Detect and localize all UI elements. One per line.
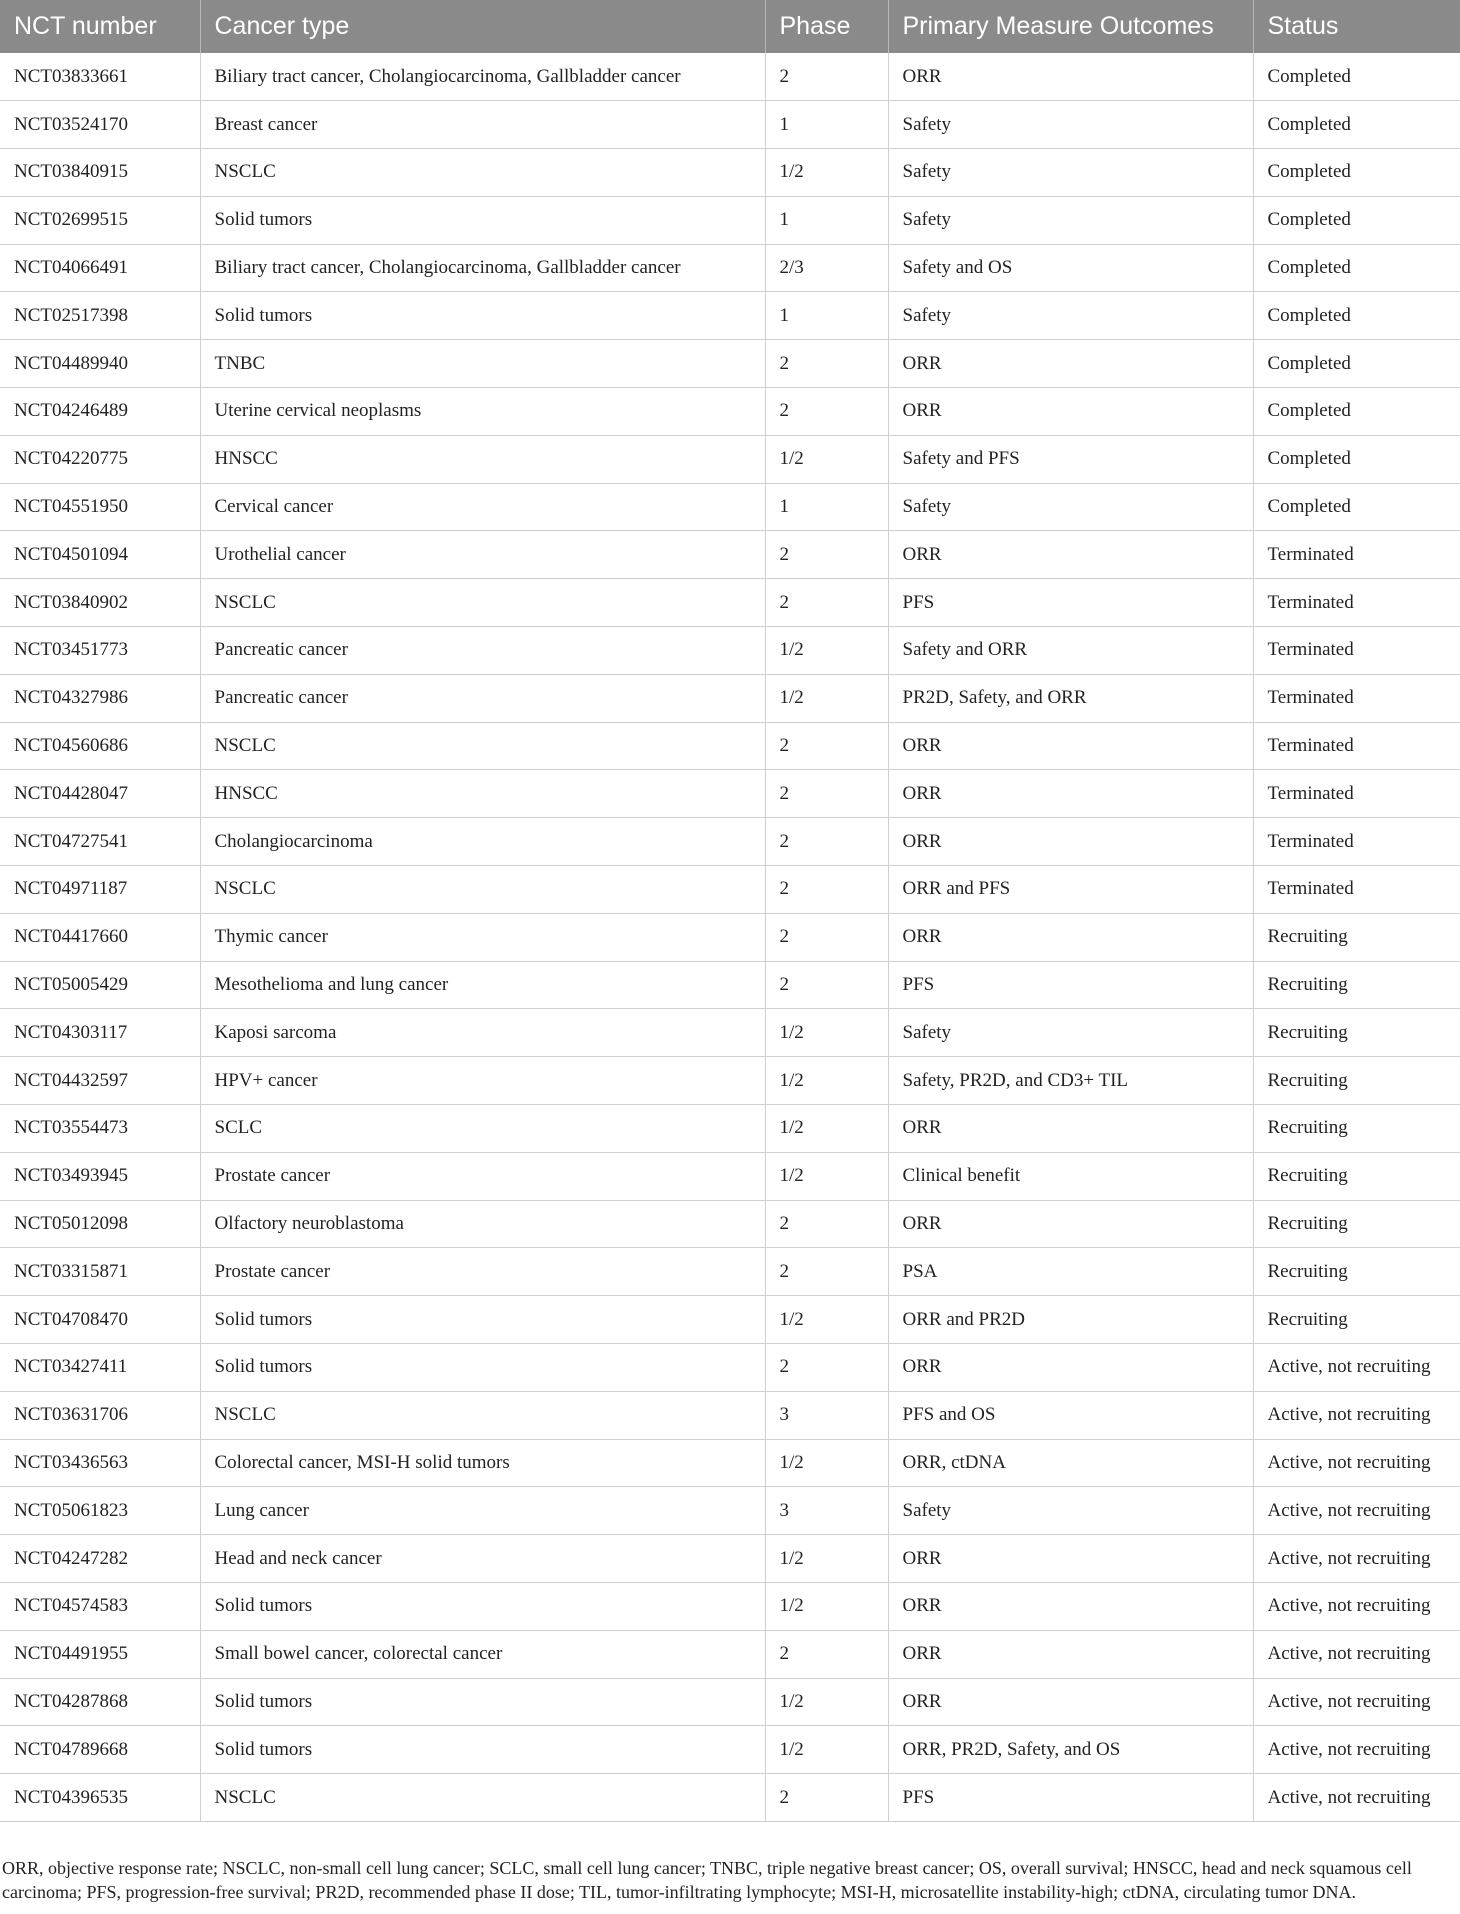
table-row <box>0 722 1460 770</box>
cell-status: Completed <box>1253 244 1460 292</box>
cell-phase: 1 <box>765 196 888 244</box>
cell-phase: 1/2 <box>765 627 888 675</box>
cell-cancer-type: Lung cancer <box>200 1487 765 1535</box>
cell-nct-number: NCT03436563 <box>0 1439 200 1487</box>
table-row <box>0 1535 1460 1583</box>
cell-status: Recruiting <box>1253 1296 1460 1344</box>
cell-primary-outcome: Safety <box>888 101 1253 149</box>
cell-nct-number: NCT03631706 <box>0 1391 200 1439</box>
cell-status: Active, not recruiting <box>1253 1630 1460 1678</box>
cell-cancer-type: Prostate cancer <box>200 1152 765 1200</box>
cell-nct-number: NCT04247282 <box>0 1535 200 1583</box>
cell-nct-number: NCT04574583 <box>0 1583 200 1631</box>
table-row <box>0 913 1460 961</box>
cell-status: Terminated <box>1253 770 1460 818</box>
cell-status: Recruiting <box>1253 961 1460 1009</box>
header-nct-number: NCT number <box>0 0 200 53</box>
cell-phase: 2 <box>765 818 888 866</box>
cell-status: Terminated <box>1253 866 1460 914</box>
cell-status: Terminated <box>1253 818 1460 866</box>
cell-cancer-type: Breast cancer <box>200 101 765 149</box>
cell-primary-outcome: ORR <box>888 531 1253 579</box>
cell-primary-outcome: ORR <box>888 1105 1253 1153</box>
cell-primary-outcome: ORR <box>888 53 1253 101</box>
cell-cancer-type: Cholangiocarcinoma <box>200 818 765 866</box>
cell-nct-number: NCT05005429 <box>0 961 200 1009</box>
cell-phase: 2 <box>765 1248 888 1296</box>
cell-cancer-type: Biliary tract cancer, Cholangiocarcinoma, Gallbladder cancer <box>200 244 765 292</box>
cell-status: Completed <box>1253 483 1460 531</box>
cell-primary-outcome: Safety, PR2D, and CD3+ TIL <box>888 1057 1253 1105</box>
cell-phase: 1/2 <box>765 1296 888 1344</box>
cell-status: Active, not recruiting <box>1253 1774 1460 1822</box>
cell-phase: 2 <box>765 722 888 770</box>
cell-primary-outcome: Safety <box>888 1009 1253 1057</box>
cell-primary-outcome: Safety and PFS <box>888 435 1253 483</box>
cell-status: Terminated <box>1253 722 1460 770</box>
table-row <box>0 1057 1460 1105</box>
table-row <box>0 818 1460 866</box>
cell-phase: 2 <box>765 866 888 914</box>
cell-primary-outcome: ORR <box>888 1200 1253 1248</box>
cell-nct-number: NCT04491955 <box>0 1630 200 1678</box>
cell-phase: 1/2 <box>765 1152 888 1200</box>
cell-phase: 2 <box>765 53 888 101</box>
cell-phase: 2 <box>765 770 888 818</box>
cell-primary-outcome: Safety <box>888 196 1253 244</box>
cell-primary-outcome: Safety <box>888 483 1253 531</box>
cell-cancer-type: NSCLC <box>200 866 765 914</box>
cell-status: Recruiting <box>1253 1200 1460 1248</box>
cell-nct-number: NCT04432597 <box>0 1057 200 1105</box>
cell-nct-number: NCT02699515 <box>0 196 200 244</box>
cell-cancer-type: Urothelial cancer <box>200 531 765 579</box>
table-row <box>0 1152 1460 1200</box>
cell-primary-outcome: ORR <box>888 913 1253 961</box>
table-footnote: ORR, objective response rate; NSCLC, non-small cell lung cancer; SCLC, small cell lung cancer; TNBC, triple negative breast cancer; OS, overall survival; HNSCC, head and neck squamous cell carcinoma; PFS, progression-free survival; PR2D, recommended phase II dose; TIL, tumor-infiltrating lymphocyte; MSI-H, microsatellite instability-high; ctDNA, circulating tumor DNA. <box>2 1858 1412 1902</box>
cell-phase: 1/2 <box>765 1105 888 1153</box>
cell-phase: 1/2 <box>765 1583 888 1631</box>
cell-status: Terminated <box>1253 531 1460 579</box>
cell-primary-outcome: ORR and PFS <box>888 866 1253 914</box>
cell-primary-outcome: ORR <box>888 1678 1253 1726</box>
header-row <box>0 0 1460 53</box>
cell-cancer-type: Uterine cervical neoplasms <box>200 388 765 436</box>
cell-cancer-type: NSCLC <box>200 1774 765 1822</box>
cell-primary-outcome: Clinical benefit <box>888 1152 1253 1200</box>
table-row <box>0 244 1460 292</box>
cell-status: Recruiting <box>1253 1105 1460 1153</box>
cell-status: Active, not recruiting <box>1253 1535 1460 1583</box>
cell-primary-outcome: ORR <box>888 1583 1253 1631</box>
cell-phase: 2 <box>765 388 888 436</box>
cell-status: Active, not recruiting <box>1253 1583 1460 1631</box>
table-row <box>0 149 1460 197</box>
cell-primary-outcome: ORR <box>888 388 1253 436</box>
cell-cancer-type: Pancreatic cancer <box>200 627 765 675</box>
cell-nct-number: NCT03451773 <box>0 627 200 675</box>
cell-nct-number: NCT04708470 <box>0 1296 200 1344</box>
cell-cancer-type: NSCLC <box>200 149 765 197</box>
cell-cancer-type: HPV+ cancer <box>200 1057 765 1105</box>
cell-status: Recruiting <box>1253 1152 1460 1200</box>
cell-status: Active, not recruiting <box>1253 1439 1460 1487</box>
cell-phase: 1/2 <box>765 1678 888 1726</box>
cell-nct-number: NCT05012098 <box>0 1200 200 1248</box>
cell-nct-number: NCT03524170 <box>0 101 200 149</box>
cell-primary-outcome: ORR <box>888 340 1253 388</box>
cell-status: Recruiting <box>1253 1248 1460 1296</box>
cell-primary-outcome: PFS <box>888 961 1253 1009</box>
cell-status: Completed <box>1253 149 1460 197</box>
cell-phase: 1/2 <box>765 1057 888 1105</box>
cell-cancer-type: Solid tumors <box>200 1726 765 1774</box>
cell-cancer-type: Solid tumors <box>200 1583 765 1631</box>
table-row <box>0 196 1460 244</box>
cell-cancer-type: Pancreatic cancer <box>200 674 765 722</box>
cell-phase: 1/2 <box>765 1726 888 1774</box>
cell-nct-number: NCT02517398 <box>0 292 200 340</box>
cell-status: Recruiting <box>1253 1009 1460 1057</box>
cell-status: Completed <box>1253 435 1460 483</box>
cell-primary-outcome: PSA <box>888 1248 1253 1296</box>
cell-phase: 1/2 <box>765 674 888 722</box>
cell-status: Completed <box>1253 101 1460 149</box>
cell-status: Completed <box>1253 340 1460 388</box>
header-phase: Phase <box>765 0 888 53</box>
cell-cancer-type: NSCLC <box>200 1391 765 1439</box>
cell-cancer-type: Kaposi sarcoma <box>200 1009 765 1057</box>
table-row <box>0 1105 1460 1153</box>
table-row <box>0 53 1460 101</box>
cell-phase: 2 <box>765 1344 888 1392</box>
cell-nct-number: NCT04501094 <box>0 531 200 579</box>
table-row <box>0 866 1460 914</box>
cell-phase: 3 <box>765 1391 888 1439</box>
table-row <box>0 1726 1460 1774</box>
cell-primary-outcome: ORR <box>888 770 1253 818</box>
cell-primary-outcome: Safety and OS <box>888 244 1253 292</box>
cell-status: Active, not recruiting <box>1253 1726 1460 1774</box>
cell-nct-number: NCT04551950 <box>0 483 200 531</box>
cell-primary-outcome: ORR <box>888 1535 1253 1583</box>
cell-primary-outcome: PFS <box>888 1774 1253 1822</box>
cell-primary-outcome: ORR, PR2D, Safety, and OS <box>888 1726 1253 1774</box>
cell-nct-number: NCT04246489 <box>0 388 200 436</box>
table-row <box>0 1200 1460 1248</box>
cell-primary-outcome: PR2D, Safety, and ORR <box>888 674 1253 722</box>
cell-nct-number: NCT04971187 <box>0 866 200 914</box>
table-row <box>0 435 1460 483</box>
cell-nct-number: NCT03840902 <box>0 579 200 627</box>
cell-cancer-type: Solid tumors <box>200 1678 765 1726</box>
cell-phase: 2 <box>765 913 888 961</box>
cell-phase: 2 <box>765 1200 888 1248</box>
cell-nct-number: NCT04396535 <box>0 1774 200 1822</box>
table-row <box>0 483 1460 531</box>
cell-cancer-type: Solid tumors <box>200 1296 765 1344</box>
cell-cancer-type: Mesothelioma and lung cancer <box>200 961 765 1009</box>
cell-cancer-type: TNBC <box>200 340 765 388</box>
table-header <box>0 0 1460 53</box>
table-row <box>0 674 1460 722</box>
cell-phase: 1/2 <box>765 1009 888 1057</box>
table-row <box>0 531 1460 579</box>
cell-primary-outcome: Safety <box>888 149 1253 197</box>
cell-cancer-type: Head and neck cancer <box>200 1535 765 1583</box>
table-row <box>0 770 1460 818</box>
cell-cancer-type: Thymic cancer <box>200 913 765 961</box>
cell-nct-number: NCT04489940 <box>0 340 200 388</box>
cell-cancer-type: Colorectal cancer, MSI-H solid tumors <box>200 1439 765 1487</box>
header-status: Status <box>1253 0 1460 53</box>
cell-status: Active, not recruiting <box>1253 1487 1460 1535</box>
table-row <box>0 1439 1460 1487</box>
cell-status: Terminated <box>1253 674 1460 722</box>
cell-nct-number: NCT03315871 <box>0 1248 200 1296</box>
cell-cancer-type: NSCLC <box>200 722 765 770</box>
table-row <box>0 961 1460 1009</box>
cell-phase: 1/2 <box>765 1439 888 1487</box>
cell-phase: 1 <box>765 292 888 340</box>
header-primary-measure-outcomes: Primary Measure Outcomes <box>888 0 1253 53</box>
cell-cancer-type: Solid tumors <box>200 196 765 244</box>
cell-status: Completed <box>1253 292 1460 340</box>
cell-primary-outcome: ORR <box>888 722 1253 770</box>
table-row <box>0 340 1460 388</box>
cell-phase: 2 <box>765 961 888 1009</box>
cell-phase: 2/3 <box>765 244 888 292</box>
cell-cancer-type: Cervical cancer <box>200 483 765 531</box>
cell-nct-number: NCT04560686 <box>0 722 200 770</box>
cell-status: Recruiting <box>1253 913 1460 961</box>
cell-nct-number: NCT04789668 <box>0 1726 200 1774</box>
table-row <box>0 1296 1460 1344</box>
table-row <box>0 1583 1460 1631</box>
cell-status: Active, not recruiting <box>1253 1344 1460 1392</box>
cell-cancer-type: Olfactory neuroblastoma <box>200 1200 765 1248</box>
cell-primary-outcome: ORR and PR2D <box>888 1296 1253 1344</box>
cell-nct-number: NCT04287868 <box>0 1678 200 1726</box>
cell-cancer-type: Biliary tract cancer, Cholangiocarcinoma, Gallbladder cancer <box>200 53 765 101</box>
cell-status: Completed <box>1253 53 1460 101</box>
cell-primary-outcome: PFS <box>888 579 1253 627</box>
cell-phase: 1 <box>765 101 888 149</box>
cell-nct-number: NCT04066491 <box>0 244 200 292</box>
cell-phase: 1/2 <box>765 1535 888 1583</box>
cell-nct-number: NCT04727541 <box>0 818 200 866</box>
cell-primary-outcome: ORR, ctDNA <box>888 1439 1253 1487</box>
cell-primary-outcome: ORR <box>888 818 1253 866</box>
cell-nct-number: NCT03427411 <box>0 1344 200 1392</box>
table-row <box>0 101 1460 149</box>
cell-nct-number: NCT03833661 <box>0 53 200 101</box>
table-row <box>0 579 1460 627</box>
cell-cancer-type: NSCLC <box>200 579 765 627</box>
cell-status: Active, not recruiting <box>1253 1391 1460 1439</box>
cell-primary-outcome: Safety and ORR <box>888 627 1253 675</box>
cell-status: Terminated <box>1253 579 1460 627</box>
cell-nct-number: NCT04303117 <box>0 1009 200 1057</box>
header-cancer-type: Cancer type <box>200 0 765 53</box>
cell-status: Completed <box>1253 388 1460 436</box>
cell-phase: 1 <box>765 483 888 531</box>
cell-phase: 2 <box>765 1630 888 1678</box>
cell-primary-outcome: PFS and OS <box>888 1391 1253 1439</box>
table-row <box>0 1344 1460 1392</box>
cell-status: Completed <box>1253 196 1460 244</box>
cell-status: Recruiting <box>1253 1057 1460 1105</box>
cell-cancer-type: HNSCC <box>200 770 765 818</box>
table-row <box>0 1009 1460 1057</box>
cell-status: Terminated <box>1253 627 1460 675</box>
cell-phase: 2 <box>765 1774 888 1822</box>
cell-phase: 3 <box>765 1487 888 1535</box>
cell-cancer-type: HNSCC <box>200 435 765 483</box>
cell-cancer-type: Small bowel cancer, colorectal cancer <box>200 1630 765 1678</box>
table-row <box>0 1774 1460 1822</box>
cell-cancer-type: Solid tumors <box>200 292 765 340</box>
table-row <box>0 1630 1460 1678</box>
cell-nct-number: NCT03554473 <box>0 1105 200 1153</box>
cell-nct-number: NCT04428047 <box>0 770 200 818</box>
table-body <box>0 53 1460 1821</box>
cell-primary-outcome: ORR <box>888 1344 1253 1392</box>
cell-primary-outcome: ORR <box>888 1630 1253 1678</box>
cell-nct-number: NCT05061823 <box>0 1487 200 1535</box>
cell-nct-number: NCT04327986 <box>0 674 200 722</box>
cell-nct-number: NCT03493945 <box>0 1152 200 1200</box>
table-row <box>0 1678 1460 1726</box>
table-row <box>0 627 1460 675</box>
table-row <box>0 388 1460 436</box>
table-row <box>0 1487 1460 1535</box>
table-row <box>0 1391 1460 1439</box>
cell-cancer-type: Prostate cancer <box>200 1248 765 1296</box>
cell-cancer-type: Solid tumors <box>200 1344 765 1392</box>
table-row <box>0 1248 1460 1296</box>
cell-primary-outcome: Safety <box>888 1487 1253 1535</box>
cell-phase: 2 <box>765 531 888 579</box>
cell-primary-outcome: Safety <box>888 292 1253 340</box>
cell-status: Active, not recruiting <box>1253 1678 1460 1726</box>
table-row <box>0 292 1460 340</box>
cell-nct-number: NCT03840915 <box>0 149 200 197</box>
cell-nct-number: NCT04417660 <box>0 913 200 961</box>
cell-phase: 1/2 <box>765 149 888 197</box>
cell-phase: 2 <box>765 579 888 627</box>
cell-nct-number: NCT04220775 <box>0 435 200 483</box>
cell-phase: 2 <box>765 340 888 388</box>
cell-phase: 1/2 <box>765 435 888 483</box>
cell-cancer-type: SCLC <box>200 1105 765 1153</box>
